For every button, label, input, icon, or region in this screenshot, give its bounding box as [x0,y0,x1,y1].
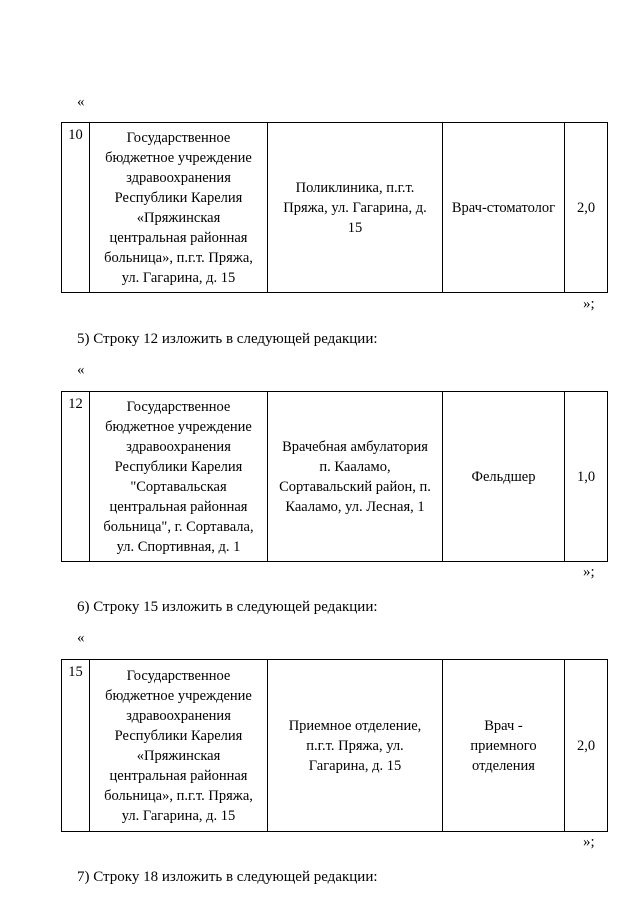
close-mark: »; [583,564,595,580]
location-cell: Поликлиника, п.г.т. Пряжа, ул. Гагарина, д. 15 [268,123,443,293]
row-number: 15 [62,660,90,832]
institution-cell: Государственное бюджетное учреждение здравоохранения Республики Карелия «Пряжинская центральная районная больница», п.г.т. Пряжа, ул. Гагарина, д. 15 [90,660,268,832]
open-quote: « [77,362,85,378]
position-cell: Врач - приемного отделения [443,660,565,832]
rate-cell: 2,0 [565,123,608,293]
rate-cell: 1,0 [565,392,608,562]
institution-cell: Государственное бюджетное учреждение здравоохранения Республики Карелия «Пряжинская центральная районная больница», п.г.т. Пряжа, ул. Гагарина, д. 15 [90,123,268,293]
institution-cell: Государственное бюджетное учреждение здравоохранения Республики Карелия "Сортавальская центральная районная больница", г. Сортавала, ул. Спортивная, д. 1 [90,392,268,562]
close-mark: »; [583,834,595,850]
row-number: 12 [62,392,90,562]
close-mark: »; [583,296,595,312]
position-cell: Фельдшер [443,392,565,562]
table-row-15 [61,659,608,832]
instruction-paragraph: 5) Строку 12 изложить в следующей редакции: [77,331,378,347]
table-row-10 [61,122,608,293]
instruction-paragraph: 7) Строку 18 изложить в следующей редакции: [77,869,378,885]
location-cell: Приемное отделение, п.г.т. Пряжа, ул. Гагарина, д. 15 [268,660,443,832]
table-row-12 [61,391,608,562]
location-cell: Врачебная амбулатория п. Кааламо, Сортавальский район, п. Кааламо, ул. Лесная, 1 [268,392,443,562]
position-cell: Врач-стоматолог [443,123,565,293]
row-number: 10 [62,123,90,293]
open-quote: « [77,94,85,110]
open-quote: « [77,630,85,646]
rate-cell: 2,0 [565,660,608,832]
instruction-paragraph: 6) Строку 15 изложить в следующей редакции: [77,599,378,615]
